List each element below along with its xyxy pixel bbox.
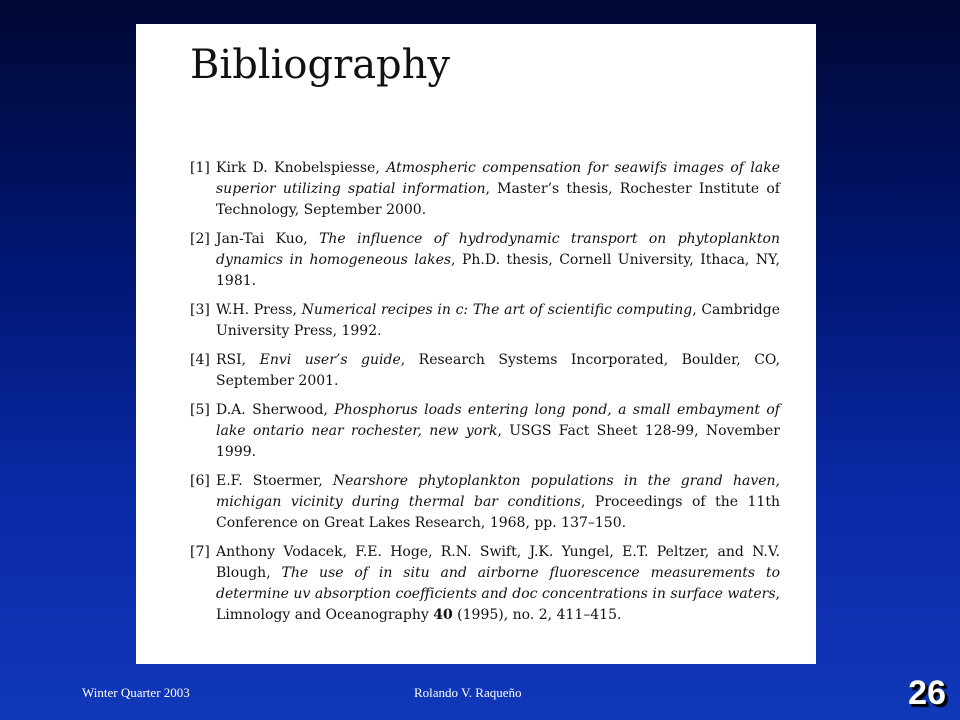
reference-title: Phosphorus loads entering long pond, a small embayment of lake ontario near rochester, new york [216,402,780,439]
reference-details-end: (1995), no. 2, 411–415. [452,607,622,623]
page-title: Bibliography [190,42,450,88]
reference-details: , USGS Fact Sheet 128-99, November 1999. [216,423,780,460]
reference-authors: RSI, [216,352,260,368]
footer-course-term: Winter Quarter 2003 [82,685,190,700]
reference-title: Nearshore phytoplankton populations in the grand haven, michigan vicinity during thermal bar conditions [216,473,780,510]
bibliography-image [136,24,816,664]
reference-title: The influence of hydrodynamic transport on phytoplankton dynamics in homogeneous lakes [216,231,780,268]
reference-number: [6] [190,473,210,489]
reference-item-3 [190,300,780,342]
reference-details: , Master’s thesis, Rochester Institute of Technology, September 2000. [216,181,780,218]
reference-number: [5] [190,402,210,418]
reference-item-4 [190,350,780,392]
reference-number: [4] [190,352,210,368]
reference-item-7 [190,542,780,626]
reference-details: , Proceedings of the 11th Conference on Great Lakes Research, 1968, pp. 137–150. [216,494,780,531]
reference-details: , Limnology and Oceanography [216,586,780,623]
slide-number: 26 [908,674,946,712]
reference-authors: W.H. Press, [216,302,302,318]
reference-number: [3] [190,302,210,318]
reference-details: , Research Systems Incorporated, Boulder, CO, September 2001. [216,352,781,389]
reference-authors: D.A. Sherwood, [216,402,335,418]
reference-number: [1] [190,160,210,176]
reference-authors: Kirk D. Knobelspiesse, [216,160,387,176]
reference-title: Envi user’s guide [259,352,401,368]
reference-item-2 [190,229,780,292]
reference-number: [2] [190,231,210,247]
reference-authors: Jan-Tai Kuo, [216,231,320,247]
reference-authors: Anthony Vodacek, F.E. Hoge, R.N. Swift, J.K. Yungel, E.T. Peltzer, and N.V. Blough, [216,544,780,581]
reference-volume: 40 [433,607,453,623]
reference-details: , Ph.D. thesis, Cornell University, Ithaca, NY, 1981. [216,252,780,289]
reference-number: [7] [190,544,210,560]
reference-item-1 [190,158,780,221]
reference-list [190,158,780,634]
reference-title: Atmospheric compensation for seawifs images of lake superior utilizing spatial information [216,160,780,197]
reference-authors: E.F. Stoermer, [216,473,333,489]
reference-details: , Cambridge University Press, 1992. [216,302,780,339]
reference-item-5 [190,400,780,463]
footer-author: Rolando V. Raqueño [414,685,522,700]
reference-item-6 [190,471,780,534]
reference-title: Numerical recipes in c: The art of scientific computing [301,302,693,318]
reference-title: The use of in situ and airborne fluorescence measurements to determine uv absorption coefficients and doc concentrations in surface waters [216,565,780,602]
